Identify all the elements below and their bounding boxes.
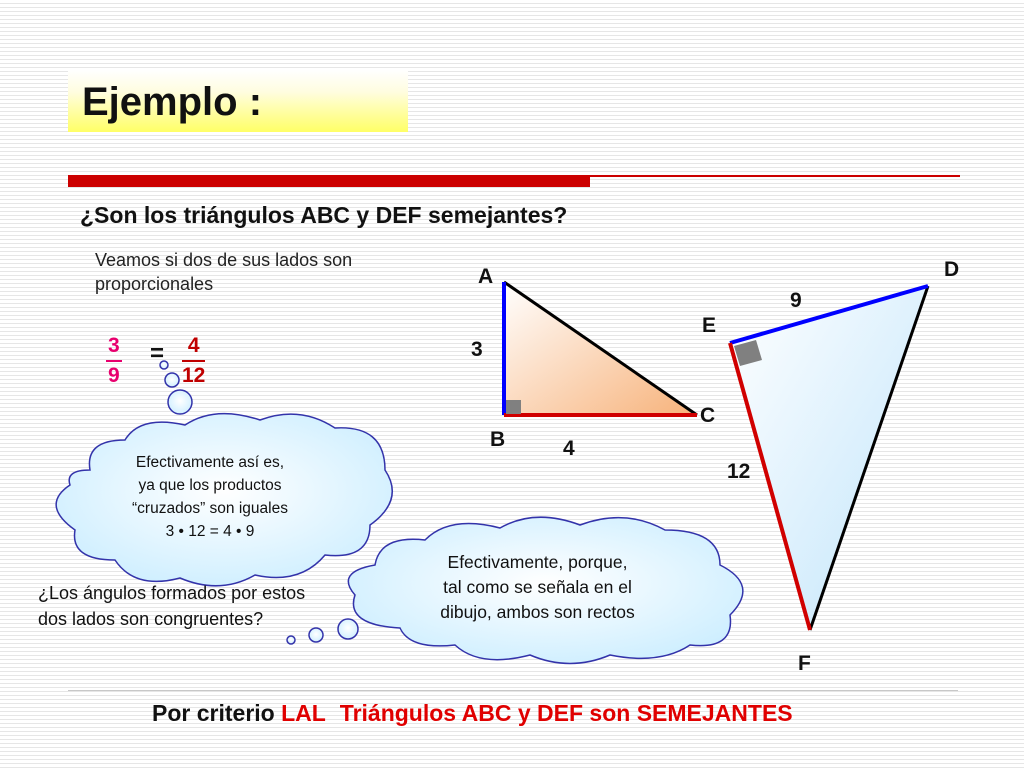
triangle-abc bbox=[504, 282, 697, 415]
side-label-ab: 3 bbox=[471, 338, 483, 361]
bottom-rule bbox=[68, 690, 958, 691]
intro-text: Veamos si dos de sus lados son proporcionales bbox=[95, 250, 353, 294]
conclusion bbox=[152, 700, 793, 727]
angles-question: ¿Los ángulos formados por estos dos lados son congruentes? bbox=[38, 583, 306, 629]
title-rule-thick bbox=[68, 175, 590, 187]
cloud1-line: ya que los productos bbox=[138, 477, 282, 494]
fraction-right-denominator: 12 bbox=[182, 364, 206, 387]
cloud2-line: tal como se señala en el bbox=[443, 577, 632, 597]
title-box bbox=[68, 70, 408, 132]
right-angle-mark-b bbox=[506, 400, 521, 414]
side-label-bc: 4 bbox=[563, 437, 575, 460]
thought-bubble-large bbox=[168, 390, 192, 414]
fraction-right-numerator: 4 bbox=[182, 332, 205, 362]
fraction-right bbox=[182, 332, 205, 390]
cloud1-line: 3 • 12 = 4 • 9 bbox=[165, 523, 255, 540]
slide-title: Ejemplo : bbox=[82, 80, 263, 124]
conclusion-result: Triángulos ABC y DEF son SEMEJANTES bbox=[339, 700, 793, 726]
cloud2-text bbox=[395, 550, 680, 625]
vertex-label-c: C bbox=[700, 404, 716, 427]
vertex-label-b: B bbox=[490, 428, 506, 451]
thought-bubble-large-2 bbox=[338, 619, 358, 639]
fraction-left-denominator: 9 bbox=[108, 364, 120, 387]
cloud1-line: “cruzados” son iguales bbox=[132, 500, 288, 517]
vertex-label-d: D bbox=[944, 258, 960, 281]
equals-sign: = bbox=[150, 340, 165, 367]
side-label-ef: 12 bbox=[727, 460, 751, 483]
vertex-label-e: E bbox=[702, 314, 717, 337]
side-label-ed: 9 bbox=[790, 289, 802, 312]
vertex-label-f: F bbox=[798, 652, 811, 675]
conclusion-criterion: LAL bbox=[281, 700, 326, 726]
triangle-def bbox=[730, 286, 928, 630]
fraction-left-numerator: 3 bbox=[106, 332, 122, 362]
main-question: ¿Son los triángulos ABC y DEF semejantes? bbox=[80, 202, 568, 228]
cloud2-line: Efectivamente, porque, bbox=[447, 552, 628, 572]
fraction-left bbox=[106, 332, 122, 390]
cloud1-line: Efectivamente así es, bbox=[135, 454, 285, 471]
thought-bubble-small-2 bbox=[287, 636, 295, 644]
thought-bubble-medium bbox=[165, 373, 179, 387]
vertex-label-a: A bbox=[478, 265, 494, 288]
cloud2-line: dibujo, ambos son rectos bbox=[440, 602, 635, 622]
conclusion-prefix: Por criterio bbox=[152, 700, 275, 726]
cloud1-text bbox=[100, 451, 320, 543]
title-rule-thin bbox=[590, 175, 960, 177]
